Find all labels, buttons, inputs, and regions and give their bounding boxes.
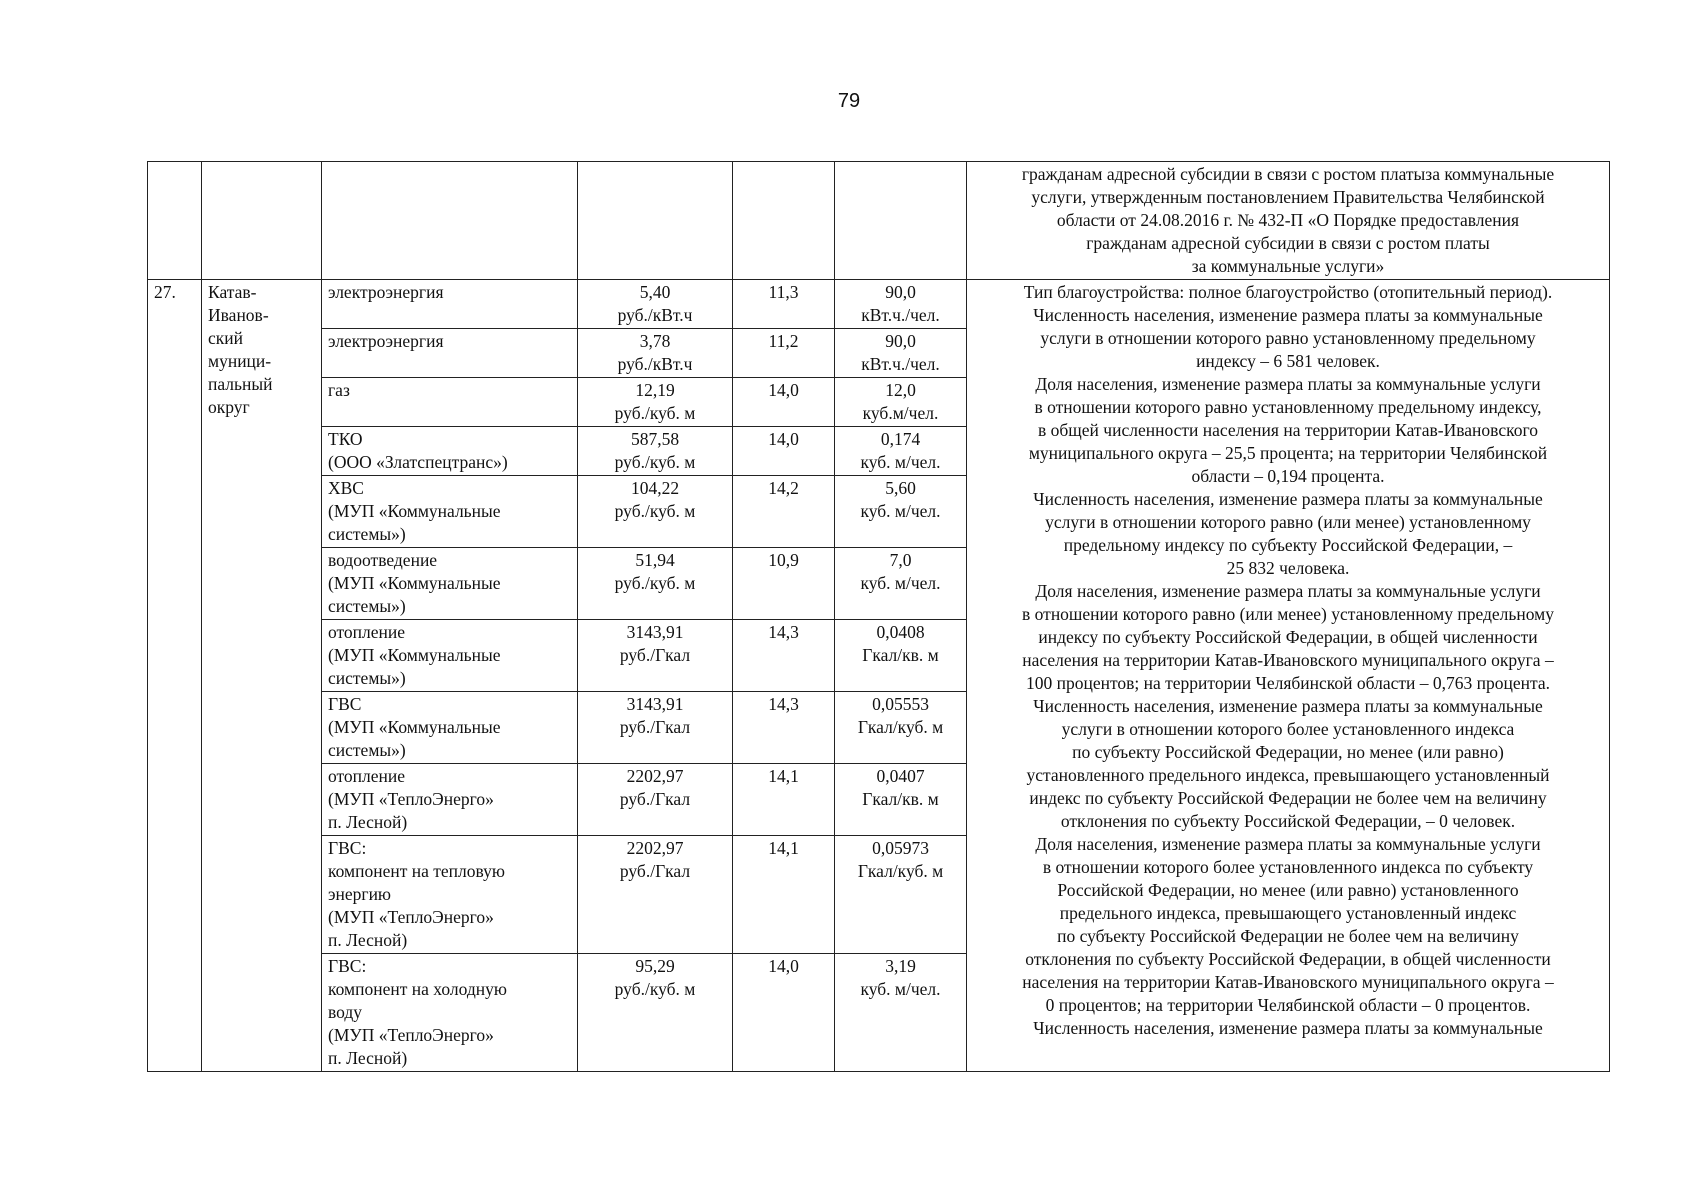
- row-number-cell: [148, 280, 202, 1072]
- tariff-line: 104,22: [630, 478, 680, 498]
- tariff-line: руб./куб. м: [614, 501, 696, 521]
- tariff-cell: [578, 378, 733, 427]
- volume-line: 3,19: [885, 956, 916, 976]
- municipality-line: Иванов-: [208, 305, 269, 325]
- service-name-line: (МУП «ТеплоЭнерго»: [328, 907, 494, 927]
- service-name-cell: [322, 548, 578, 620]
- index-cell: [733, 378, 835, 427]
- cell-empty: [322, 162, 578, 280]
- index-value: 14,0: [768, 380, 799, 400]
- note-line: по субъекту Российской Федерации не более чем на величину: [1057, 926, 1519, 946]
- index-cell: [733, 548, 835, 620]
- service-name-line: компонент на холодную: [328, 979, 507, 999]
- top-note-line: гражданам адресной субсидии в связи с ростом платыза коммунальные: [1021, 164, 1555, 184]
- tariff-cell: [578, 692, 733, 764]
- index-cell: [733, 764, 835, 836]
- service-name-line: (МУП «Коммунальные: [328, 717, 501, 737]
- cell-empty: [148, 162, 202, 280]
- page-number: 79: [837, 90, 861, 112]
- index-cell: [733, 954, 835, 1072]
- index-cell: [733, 836, 835, 954]
- volume-line: куб. м/чел.: [860, 979, 941, 999]
- tariff-cell: [578, 954, 733, 1072]
- top-note-line: области от 24.08.2016 г. № 432-П «О Порядке предоставления: [1056, 210, 1520, 230]
- service-name-cell: [322, 329, 578, 378]
- note-line: 25 832 человека.: [1226, 558, 1350, 578]
- service-name-cell: [322, 427, 578, 476]
- row-number: 27.: [154, 282, 176, 302]
- volume-cell: [835, 280, 967, 329]
- service-name-line: ГВС: [328, 694, 362, 714]
- tariff-cell: [578, 329, 733, 378]
- tariff-line: 12,19: [635, 380, 675, 400]
- top-note-cell: [967, 162, 1610, 280]
- tariff-line: руб./Гкал: [619, 861, 691, 881]
- index-value: 14,2: [768, 478, 799, 498]
- volume-line: 12,0: [885, 380, 916, 400]
- note-cell: [967, 280, 1610, 1072]
- volume-cell: [835, 476, 967, 548]
- note-line: отклонения по субъекту Российской Федерации, в общей численности: [1025, 949, 1551, 969]
- tariff-line: руб./куб. м: [614, 403, 696, 423]
- service-name-line: воду: [328, 1002, 363, 1022]
- service-name-line: системы»): [328, 668, 406, 688]
- service-name-line: водоотведение: [328, 550, 438, 570]
- service-name-cell: [322, 692, 578, 764]
- note-line: индексу – 6 581 человек.: [1196, 351, 1380, 371]
- cell-empty: [835, 162, 967, 280]
- note-line: в отношении которого равно (или менее) установленному предельному: [1022, 604, 1554, 624]
- note-line: отклонения по субъекту Российской Федерации, – 0 человек.: [1060, 811, 1516, 831]
- service-name-line: п. Лесной): [328, 1048, 408, 1068]
- service-name-line: (МУП «Коммунальные: [328, 573, 501, 593]
- volume-line: кВт.ч./чел.: [861, 305, 940, 325]
- volume-line: 5,60: [885, 478, 916, 498]
- table-row: [148, 280, 1610, 329]
- note-line: по субъекту Российской Федерации, но менее (или равно): [1072, 742, 1504, 762]
- index-value: 14,1: [768, 838, 799, 858]
- service-name-line: (МУП «Коммунальные: [328, 501, 501, 521]
- volume-line: куб. м/чел.: [860, 501, 941, 521]
- note-line: в отношении которого равно установленному предельному индексу,: [1034, 397, 1542, 417]
- tariff-cell: [578, 620, 733, 692]
- top-note-line: услуги, утвержденным постановлением Правительства Челябинской: [1031, 187, 1545, 207]
- note-line: индекс по субъекту Российской Федерации не более чем на величину: [1029, 788, 1547, 808]
- service-name-line: (МУП «ТеплоЭнерго»: [328, 789, 494, 809]
- note-line: 0 процентов; на территории Челябинской области – 0 процентов.: [1045, 995, 1531, 1015]
- volume-cell: [835, 954, 967, 1072]
- tariff-line: 587,58: [630, 429, 680, 449]
- volume-cell: [835, 378, 967, 427]
- service-name-line: компонент на тепловую: [328, 861, 505, 881]
- volume-line: 0,0408: [876, 622, 925, 642]
- service-name-line: энергию: [328, 884, 392, 904]
- service-name-line: (МУП «ТеплоЭнерго»: [328, 1025, 494, 1045]
- index-value: 14,3: [768, 622, 799, 642]
- service-name-cell: [322, 280, 578, 329]
- volume-line: 0,174: [880, 429, 921, 449]
- tariff-line: 3,78: [639, 331, 671, 351]
- note-line: области – 0,194 процента.: [1191, 466, 1385, 486]
- service-name-line: (ООО «Златспецтранс»): [328, 452, 508, 472]
- service-name-line: ГВС:: [328, 838, 367, 858]
- note-line: 100 процентов; на территории Челябинской области – 0,763 процента.: [1025, 673, 1550, 693]
- tariff-line: 3143,91: [626, 622, 684, 642]
- note-line: в отношении которого более установленного индекса по субъекту: [1042, 857, 1534, 877]
- service-name-cell: [322, 378, 578, 427]
- municipality-line: ский: [208, 328, 243, 348]
- cell-empty: [733, 162, 835, 280]
- tariff-cell: [578, 427, 733, 476]
- volume-line: Гкал/кв. м: [862, 645, 939, 665]
- note-line: услуги в отношении которого равно установленному предельному: [1040, 328, 1536, 348]
- tariff-line: руб./Гкал: [619, 789, 691, 809]
- note-line: населения на территории Катав-Ивановского муниципального округа –: [1022, 972, 1554, 992]
- municipality-line: муници-: [208, 351, 272, 371]
- municipality-line: округ: [208, 397, 250, 417]
- volume-cell: [835, 548, 967, 620]
- volume-line: куб. м/чел.: [860, 452, 941, 472]
- note-line: Численность населения, изменение размера платы за коммунальные: [1033, 696, 1543, 716]
- top-note-line: за коммунальные услуги»: [1191, 256, 1385, 276]
- service-name-cell: [322, 954, 578, 1072]
- municipality-line: Катав-: [208, 282, 257, 302]
- note-line: Численность населения, изменение размера платы за коммунальные: [1033, 489, 1543, 509]
- index-cell: [733, 280, 835, 329]
- tariff-line: руб./куб. м: [614, 573, 696, 593]
- cell-empty: [578, 162, 733, 280]
- volume-cell: [835, 329, 967, 378]
- volume-line: 0,05553: [872, 694, 929, 714]
- note-line: Российской Федерации, но менее (или равно) установленного: [1057, 880, 1519, 900]
- tariff-line: 2202,97: [626, 766, 684, 786]
- volume-cell: [835, 836, 967, 954]
- service-name-line: ГВС:: [328, 956, 367, 976]
- volume-line: 90,0: [885, 282, 916, 302]
- tariff-line: 5,40: [639, 282, 671, 302]
- index-value: 14,1: [768, 766, 799, 786]
- service-name-line: отопление: [328, 622, 406, 642]
- tariff-line: руб./кВт.ч: [617, 305, 693, 325]
- volume-line: 0,05973: [872, 838, 929, 858]
- index-cell: [733, 692, 835, 764]
- volume-line: 0,0407: [876, 766, 925, 786]
- note-line: услуги в отношении которого равно (или менее) установленному: [1045, 512, 1531, 532]
- volume-cell: [835, 764, 967, 836]
- tariff-line: руб./куб. м: [614, 452, 696, 472]
- volume-line: Гкал/куб. м: [857, 717, 944, 737]
- note-line: Численность населения, изменение размера платы за коммунальные: [1033, 305, 1543, 325]
- tariff-line: руб./куб. м: [614, 979, 696, 999]
- volume-line: Гкал/кв. м: [862, 789, 939, 809]
- tariff-line: 2202,97: [626, 838, 684, 858]
- service-name-line: газ: [328, 380, 350, 400]
- service-name-line: электроэнергия: [328, 331, 444, 351]
- tariff-line: руб./Гкал: [619, 717, 691, 737]
- tariff-cell: [578, 836, 733, 954]
- tariff-line: 51,94: [635, 550, 675, 570]
- volume-line: куб.м/чел.: [862, 403, 939, 423]
- note-line: предельному индексу по субъекту Российской Федерации, –: [1063, 535, 1513, 555]
- note-line: установленного предельного индекса, превышающего установленный: [1026, 765, 1550, 785]
- service-name-cell: [322, 620, 578, 692]
- tariff-line: 95,29: [635, 956, 675, 976]
- note-line: населения на территории Катав-Ивановского муниципального округа –: [1022, 650, 1554, 670]
- index-value: 10,9: [768, 550, 799, 570]
- note-line: Доля населения, изменение размера платы за коммунальные услуги: [1035, 374, 1541, 394]
- note-line: услуги в отношении которого более установленного индекса: [1061, 719, 1515, 739]
- tariff-cell: [578, 548, 733, 620]
- top-note-line: гражданам адресной субсидии в связи с ростом платы: [1086, 233, 1490, 253]
- cell-empty: [202, 162, 322, 280]
- service-name-line: (МУП «Коммунальные: [328, 645, 501, 665]
- note-line: в общей численности населения на территории Катав-Ивановского: [1038, 420, 1538, 440]
- tariff-cell: [578, 764, 733, 836]
- volume-cell: [835, 692, 967, 764]
- note-line: предельного индекса, превышающего установленный индекс: [1059, 903, 1517, 923]
- service-name-line: ХВС: [328, 478, 364, 498]
- service-name-line: ТКО: [328, 429, 363, 449]
- note-line: индексу по субъекту Российской Федерации, в общей численности: [1038, 627, 1538, 647]
- volume-line: кВт.ч./чел.: [861, 354, 940, 374]
- volume-line: куб. м/чел.: [860, 573, 941, 593]
- service-name-line: электроэнергия: [328, 282, 444, 302]
- index-value: 14,3: [768, 694, 799, 714]
- municipality-line: пальный: [208, 374, 273, 394]
- note-line: Доля населения, изменение размера платы за коммунальные услуги: [1035, 581, 1541, 601]
- service-name-line: п. Лесной): [328, 812, 408, 832]
- index-cell: [733, 476, 835, 548]
- tariff-cell: [578, 280, 733, 329]
- municipality-cell: [202, 280, 322, 1072]
- tariff-cell: [578, 476, 733, 548]
- tariff-line: руб./кВт.ч: [617, 354, 693, 374]
- service-name-cell: [322, 836, 578, 954]
- index-cell: [733, 620, 835, 692]
- service-name-cell: [322, 476, 578, 548]
- note-line: Доля населения, изменение размера платы за коммунальные услуги: [1035, 834, 1541, 854]
- volume-line: Гкал/куб. м: [857, 861, 944, 881]
- service-name-line: отопление: [328, 766, 406, 786]
- index-value: 11,2: [768, 331, 799, 351]
- tariff-line: руб./Гкал: [619, 645, 691, 665]
- volume-cell: [835, 427, 967, 476]
- index-value: 14,0: [768, 429, 799, 449]
- note-line: Тип благоустройства: полное благоустройство (отопительный период).: [1023, 282, 1553, 302]
- index-value: 11,3: [768, 282, 799, 302]
- service-name-line: системы»): [328, 740, 406, 760]
- index-cell: [733, 427, 835, 476]
- tariff-line: 3143,91: [626, 694, 684, 714]
- note-line: Численность населения, изменение размера платы за коммунальные: [1033, 1018, 1543, 1038]
- index-cell: [733, 329, 835, 378]
- volume-line: 90,0: [885, 331, 916, 351]
- service-name-line: системы»): [328, 596, 406, 616]
- service-name-cell: [322, 764, 578, 836]
- volume-cell: [835, 620, 967, 692]
- note-line: муниципального округа – 25,5 процента; на территории Челябинской: [1028, 443, 1548, 463]
- service-name-line: системы»): [328, 524, 406, 544]
- table-row-header-note: [148, 162, 1610, 280]
- service-name-line: п. Лесной): [328, 930, 408, 950]
- tariff-table: [147, 161, 1610, 1072]
- volume-line: 7,0: [889, 550, 912, 570]
- index-value: 14,0: [768, 956, 799, 976]
